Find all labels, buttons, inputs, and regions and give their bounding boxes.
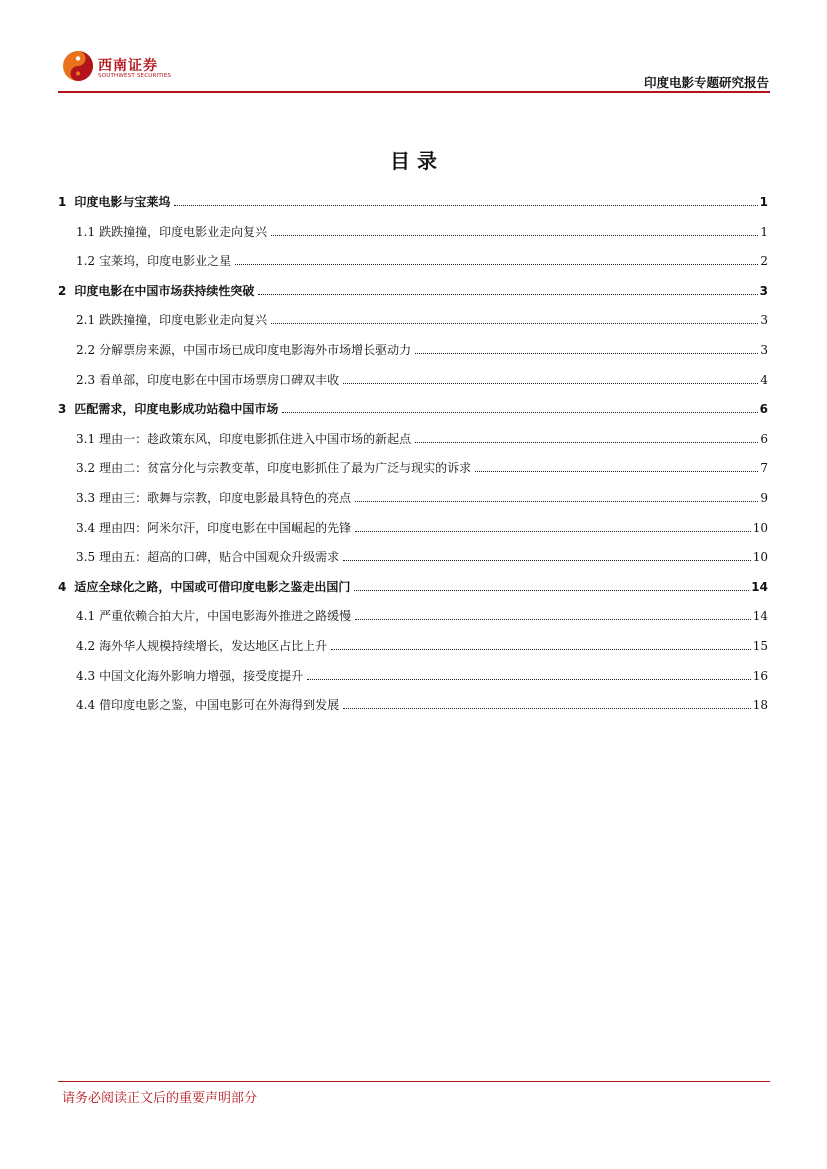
toc-entry-number: 4.3 (76, 668, 96, 683)
toc-entry-title: 严重依赖合拍大片，中国电影海外推进之路缓慢 (99, 609, 352, 624)
toc-dot-leader (174, 204, 757, 206)
report-title: 印度电影专题研究报告 (643, 75, 769, 90)
toc-entry-page: 10 (752, 520, 768, 535)
toc-section-entry[interactable] (58, 632, 768, 654)
toc-entry-page: 10 (752, 550, 768, 565)
toc-dot-leader (271, 322, 758, 324)
toc-entry-page: 14 (752, 609, 768, 624)
toc-section-entry[interactable] (58, 662, 768, 684)
toc-dot-leader (307, 678, 751, 680)
toc-section-entry[interactable] (58, 602, 768, 624)
toc-entry-title: 印度电影与宝莱坞 (74, 195, 171, 209)
toc-dot-leader (282, 411, 757, 413)
toc-entry-title: 匹配需求，印度电影成功站稳中国市场 (74, 402, 279, 417)
toc-dot-leader (258, 293, 757, 295)
toc-entry-page: 1 (759, 195, 768, 209)
toc-entry-title: 理由五：超高的口碑，贴合中国观众升级需求 (99, 550, 340, 565)
toc-dot-leader (271, 234, 758, 236)
toc-entry-number: 4 (58, 579, 67, 594)
toc-section-entry[interactable] (58, 247, 768, 269)
toc-entry-page: 9 (760, 491, 768, 505)
logo-chinese-name: 西南证券 (98, 58, 158, 74)
toc-entry-number: 3.3 (76, 491, 96, 505)
toc-entry-page: 7 (760, 461, 768, 476)
footer-divider (58, 1081, 770, 1082)
toc-entry-page: 3 (760, 343, 768, 357)
toc-dot-leader (343, 382, 758, 384)
toc-dot-leader (354, 589, 749, 591)
toc-section-entry[interactable] (58, 306, 768, 328)
toc-dot-leader (415, 441, 758, 443)
toc-entry-title: 理由二：贫富分化与宗教变革，印度电影抓住了最为广泛与现实的诉求 (99, 461, 472, 476)
toc-section-entry[interactable] (58, 336, 768, 358)
header-divider (58, 91, 770, 93)
toc-dot-leader (355, 618, 751, 620)
toc-dot-leader (355, 500, 758, 502)
toc-dot-leader (235, 263, 758, 265)
toc-entry-title: 理由三：歌舞与宗教，印度电影最具特色的亮点 (99, 491, 352, 505)
toc-section-entry[interactable] (58, 691, 768, 713)
toc-entry-title: 借印度电影之鉴，中国电影可在外海得到发展 (99, 698, 340, 713)
toc-entry-number: 4.4 (76, 698, 96, 713)
toc-section-entry[interactable] (58, 366, 768, 388)
toc-section-entry[interactable] (58, 218, 768, 240)
toc-entry-number: 3.2 (76, 461, 96, 476)
toc-entry-title: 看单部，印度电影在中国市场票房口碑双丰收 (99, 372, 340, 387)
company-logo (62, 50, 172, 84)
toc-dot-leader (475, 470, 758, 472)
footer-notice: 请务必阅读正文后的重要声明部分 (62, 1091, 258, 1106)
toc-section-entry[interactable] (58, 425, 768, 447)
toc-entry-title: 适应全球化之路，中国或可借印度电影之鉴走出国门 (74, 579, 351, 594)
toc-entry-title: 中国文化海外影响力增强，接受度提升 (99, 668, 304, 683)
toc-entry-page: 2 (760, 254, 768, 269)
toc-section-entry[interactable] (58, 454, 768, 476)
toc-chapter-entry[interactable] (58, 395, 768, 417)
toc-entry-title: 跌跌撞撞，印度电影业走向复兴 (99, 224, 268, 239)
toc-section-entry[interactable] (58, 514, 768, 536)
toc-entry-page: 1 (760, 224, 768, 239)
toc-entry-number: 2.2 (76, 343, 96, 357)
toc-entry-number: 3.5 (76, 550, 96, 565)
toc-chapter-entry[interactable] (58, 188, 768, 210)
toc-entry-page: 16 (752, 668, 768, 683)
toc-entry-page: 6 (760, 431, 768, 446)
toc-entry-number: 3.4 (76, 520, 96, 535)
toc-entry-title: 宝莱坞，印度电影业之星 (99, 254, 232, 269)
toc-entry-number: 2 (58, 283, 67, 298)
toc-entry-title: 理由一：趁政策东风，印度电影抓住进入中国市场的新起点 (99, 431, 412, 446)
toc-entry-title: 理由四：阿米尔汗，印度电影在中国崛起的先锋 (99, 520, 352, 535)
toc-entry-page: 6 (759, 402, 768, 417)
toc-entry-page: 15 (752, 639, 768, 653)
toc-entry-page: 3 (759, 283, 768, 298)
toc-heading: 目 录 (390, 149, 437, 173)
toc-entry-number: 1.1 (76, 224, 96, 239)
toc-entry-number: 3 (58, 402, 67, 417)
toc-dot-leader (331, 648, 751, 650)
toc-entry-page: 18 (752, 698, 768, 713)
toc-entry-number: 3.1 (76, 431, 96, 446)
toc-entry-title: 分解票房来源，中国市场已成印度电影海外市场增长驱动力 (99, 343, 412, 357)
toc-dot-leader (343, 707, 751, 709)
toc-chapter-entry[interactable] (58, 573, 768, 595)
toc-entry-page: 3 (760, 313, 768, 328)
toc-dot-leader (343, 559, 751, 561)
toc-entry-number: 1.2 (76, 254, 96, 269)
toc-entry-title: 海外华人规模持续增长，发达地区占比上升 (99, 639, 328, 653)
toc-entry-number: 4.1 (76, 609, 96, 624)
toc-entry-number: 1 (58, 195, 67, 209)
toc-chapter-entry[interactable] (58, 277, 768, 299)
toc-entry-page: 4 (760, 372, 768, 387)
toc-entry-title: 印度电影在中国市场获持续性突破 (74, 283, 255, 298)
toc-entry-number: 2.3 (76, 372, 96, 387)
toc-entry-number: 4.2 (76, 639, 96, 653)
toc-entry-page: 14 (751, 579, 768, 594)
toc-section-entry[interactable] (58, 484, 768, 506)
toc-dot-leader (415, 352, 758, 354)
toc-section-entry[interactable] (58, 543, 768, 565)
toc-entry-number: 2.1 (76, 313, 96, 328)
toc-entry-title: 跌跌撞撞，印度电影业走向复兴 (99, 313, 268, 328)
logo-english-name: SOUTHWEST SECURITIES (98, 73, 172, 79)
toc-dot-leader (355, 530, 751, 532)
southwest-securities-logo-icon (62, 50, 94, 82)
